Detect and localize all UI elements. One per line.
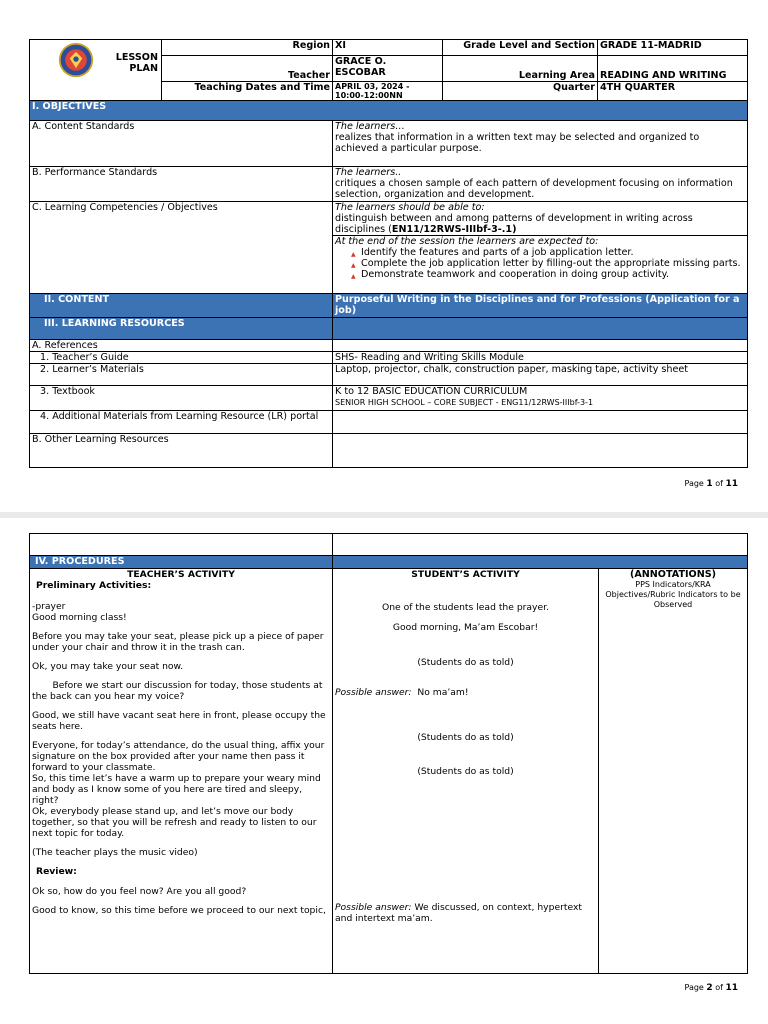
teachers-guide-label: 1. Teacher’s Guide — [30, 352, 333, 364]
review-label: Review: — [36, 866, 77, 877]
possible-answer-label: Possible answer: — [335, 902, 412, 913]
resources-heading-blank — [333, 318, 748, 340]
student-activity-column — [333, 569, 599, 974]
teacher-label: Teacher — [162, 56, 333, 82]
competencies-value — [333, 202, 748, 236]
lesson-plan-table — [29, 39, 748, 468]
teacher-activity-column — [30, 569, 333, 974]
student-line: No ma’am! — [417, 687, 469, 698]
student-review-text: We discussed, on context, hypertext and intertext ma’am. — [335, 902, 583, 924]
area-label: Learning Area — [443, 56, 598, 82]
page-prefix: Page — [684, 983, 707, 992]
grade-value: GRADE 11-MADRID — [598, 40, 748, 56]
performance-standards-text: critiques a chosen sample of each pattern of development focusing on information selection, organization and development. — [335, 178, 733, 200]
grade-label: Grade Level and Section — [443, 40, 598, 56]
teachers-guide-value: SHS- Reading and Writing Skills Module — [333, 352, 748, 364]
textbook-label: 3. Textbook — [30, 386, 333, 411]
content-value: Purposeful Writing in the Disciplines and for Professions (Application for a job) — [333, 294, 748, 318]
list-item: ▲ Complete the job application letter by filling-out the appropriate missing parts. — [361, 258, 745, 269]
teacher-line: Good morning class! — [32, 612, 127, 623]
references-blank — [333, 340, 748, 352]
textbook-value — [333, 386, 748, 411]
teacher-line: Everyone, for today’s attendance, do the usual thing, affix your signature on the box provided after your name then pass it forward to your classmate. — [32, 740, 325, 773]
teacher-line: So, this time let’s have a warm up to prepare your weary mind and body as I know some of you here are tired and sleepy, right? — [32, 773, 321, 806]
page-current: 1 — [706, 479, 713, 489]
annotations-column — [599, 569, 748, 974]
student-line: One of the students lead the prayer. — [382, 602, 549, 613]
blank-cell — [30, 534, 333, 556]
textbook-title: K to 12 BASIC EDUCATION CURRICULUM — [335, 386, 528, 397]
content-standards-lead: The learners… — [335, 121, 405, 132]
teacher-line: Good, we still have vacant seat here in front, please occupy the seats here. — [32, 710, 326, 732]
blank-cell — [333, 534, 748, 556]
annotations-subheader: PPS Indicators/KRA Objectives/Rubric Indicators to be Observed — [605, 580, 741, 609]
teacher-line: Ok, you may take your seat now. — [32, 661, 184, 672]
competencies-desc: distinguish between and among patterns of development in writing across disciplines ( — [335, 213, 693, 235]
objectives-heading: I. OBJECTIVES — [30, 101, 748, 121]
quarter-value: 4TH QUARTER — [598, 82, 748, 101]
other-resources-blank — [333, 434, 748, 468]
student-line: (Students do as told) — [417, 657, 514, 668]
session-objective-list — [335, 247, 745, 280]
content-standards-value — [333, 121, 748, 167]
teacher-line: -prayer — [32, 601, 66, 612]
competency-code: EN11/12RWS-IIIbf-3-.1) — [391, 224, 517, 235]
references-label: A. References — [30, 340, 333, 352]
additional-materials-label: 4. Additional Materials from Learning Resource (LR) portal — [30, 411, 333, 434]
quarter-label: Quarter — [443, 82, 598, 101]
dates-label: Teaching Dates and Time — [162, 82, 333, 101]
session-objectives — [333, 236, 748, 294]
procedures-table — [29, 533, 748, 974]
content-heading: II. CONTENT — [30, 294, 333, 318]
performance-standards-value — [333, 167, 748, 202]
lesson-plan-title: LESSON PLAN — [115, 52, 158, 74]
performance-standards-label: B. Performance Standards — [30, 167, 333, 202]
student-activity-header: STUDENT’S ACTIVITY — [411, 569, 520, 580]
page-number — [684, 479, 738, 489]
student-line: (Students do as told) — [417, 732, 514, 743]
logo-cell — [30, 40, 162, 101]
region-label: Region — [162, 40, 333, 56]
teacher-value: GRACE O. ESCOBAR — [333, 56, 443, 82]
page-total: 11 — [725, 479, 738, 489]
competencies-lead: The learners should be able to: — [335, 202, 485, 213]
student-answer — [335, 687, 596, 698]
page-of: of — [712, 983, 726, 992]
procedures-heading: IV. PROCEDURES — [30, 556, 333, 569]
dates-value: APRIL 03, 2024 - 10:00-12:00NN — [333, 82, 443, 101]
list-item: ▲ Identify the features and parts of a job application letter. — [361, 247, 745, 258]
resources-heading: III. LEARNING RESOURCES — [30, 318, 333, 340]
teacher-line: Good to know, so this time before we proceed to our next topic, — [32, 905, 326, 916]
procedures-heading-blank — [333, 556, 748, 569]
other-resources-label: B. Other Learning Resources — [30, 434, 333, 468]
student-line: (Students do as told) — [417, 766, 514, 777]
teacher-line: Ok so, how do you feel now? Are you all good? — [32, 886, 247, 897]
learners-materials-value: Laptop, projector, chalk, construction paper, masking tape, activity sheet — [333, 364, 748, 386]
possible-answer-label: Possible answer: — [335, 687, 412, 698]
teacher-line: Ok, everybody please stand up, and let’s move our body together, so that you will be refresh and ready to listen to our next topic for today. — [32, 806, 317, 839]
preliminary-label: Preliminary Activities: — [36, 580, 152, 591]
competencies-text — [335, 213, 745, 235]
student-line: Good morning, Ma’am Escobar! — [392, 622, 539, 633]
content-standards-label: A. Content Standards — [30, 121, 333, 167]
competencies-label: C. Learning Competencies / Objectives — [30, 202, 333, 294]
area-value: READING AND WRITING — [598, 56, 748, 82]
page-number — [684, 983, 738, 993]
page-prefix: Page — [684, 479, 707, 488]
student-review-answer — [335, 902, 596, 924]
session-lead: At the end of the session the learners are expected to: — [335, 236, 599, 247]
teacher-activity-header: TEACHER’S ACTIVITY — [127, 569, 235, 580]
content-standards-text: realizes that information in a written text may be selected and organized to achieved a particular purpose. — [335, 132, 700, 154]
page-current: 2 — [706, 983, 713, 993]
region-value: XI — [333, 40, 443, 56]
list-item: ▲ Demonstrate teamwork and cooperation in doing group activity. — [361, 269, 745, 280]
learners-materials-label: 2. Learner’s Materials — [30, 364, 333, 386]
teacher-line: (The teacher plays the music video) — [32, 847, 198, 858]
teacher-line: Before you may take your seat, please pick up a piece of paper under your chair and throw it in the trash can. — [32, 631, 324, 653]
textbook-subject: SENIOR HIGH SCHOOL – CORE SUBJECT - ENG11/12RWS-IIIbf-3-1 — [335, 398, 594, 407]
page-total: 11 — [725, 983, 738, 993]
additional-materials-blank — [333, 411, 748, 434]
teacher-line: Before we start our discussion for today, those students at the back can you hear my voice? — [32, 680, 326, 702]
annotations-header: (ANNOTATIONS) — [629, 569, 717, 580]
school-seal-icon — [58, 42, 94, 78]
page-2 — [0, 518, 768, 1024]
page-of: of — [712, 479, 726, 488]
performance-standards-lead: The learners.. — [335, 167, 402, 178]
